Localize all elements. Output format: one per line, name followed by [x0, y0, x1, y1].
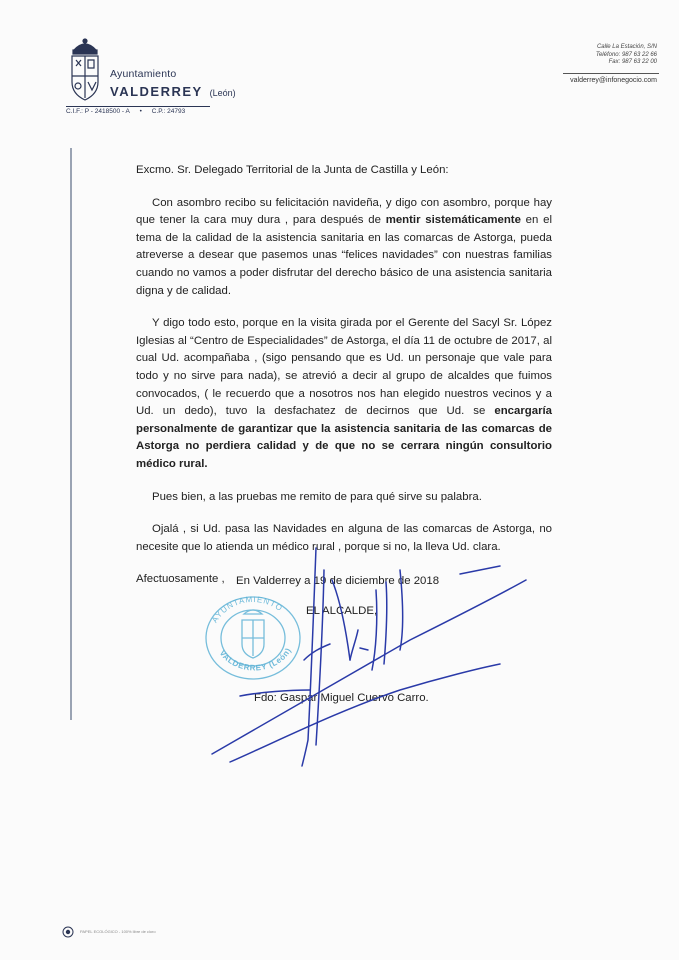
paragraph-2-emphasis: encargaría personalmente de garantizar que la asistencia sanitaria de las comarcas de Astorga no perdiera calidad y de que no se cerrara ningún consultorio médico rural.: [136, 405, 552, 470]
paragraph-3: [136, 489, 552, 507]
seal-bottom-text: VALDERREY (León): [217, 646, 294, 673]
contact-rule: [563, 73, 659, 74]
contact-address: Calle La Estación, S/N: [596, 44, 657, 50]
paragraph-1-end: en el tema de la calidad de la asistencia sanitaria en las comarcas de Astorga, pueda atreverse a desear que pasemos unas “felices navidades” con nuestras familias cuando no vamos a poder disfrutar del derecho básico de una asistencia sanitaria digna y de calidad.: [136, 214, 552, 297]
paragraph-1-emphasis: mentir sistemáticamente: [385, 214, 521, 227]
postal-code: C.P.: 24793: [151, 108, 186, 115]
org-name-text: VALDERREY: [110, 84, 203, 99]
municipal-crest-icon: [66, 36, 104, 108]
cif: C.I.F.: P - 2418500 - A: [66, 108, 130, 115]
contact-phone: Teléfono: 987 63 22 66: [595, 51, 657, 58]
cif-bullet: •: [139, 108, 142, 115]
letterhead-rule: [66, 106, 210, 107]
contact-fax: Fax: 987 63 22 00: [608, 59, 657, 66]
closing: Afectuosamente ,: [136, 573, 225, 586]
handwritten-signature: [200, 540, 540, 780]
org-province: (León): [209, 88, 236, 98]
salutation: Excmo. Sr. Delegado Territorial de la Junta de Castilla y León:: [136, 164, 449, 176]
signatory-role: EL ALCALDE,: [306, 605, 378, 617]
place-date: En Valderrey a 19 de diciembre de 2018: [236, 575, 440, 587]
contact-email: valderrey@infonegocio.com: [570, 77, 657, 84]
paragraph-1: [136, 195, 552, 301]
paragraph-1-start: Con asombro recibo su felicitación navideña, y digo con asombro, porque hay que tener la cara muy dura , para después de: [136, 196, 552, 227]
signatory-name: Fdo: Gaspar Miguel Cuervo Carro.: [254, 692, 429, 704]
footer-note: PAPEL ECOLÓGICO - 100% libre de cloro: [80, 929, 156, 934]
org-name: [110, 84, 236, 99]
paragraph-2-start: Y digo todo esto, porque en la visita girada por el Gerente del Sacyl Sr. López Iglesias al “Centro de Especialidades” de Astorga, el día 11 de octubre de 2017, al cual Ud. acompañaba , (sigo pensando que es Ud. un personaje que vale para todo y no sirve para nada), se atrevió a decir al grupo de alcaldes que fuimos convocados, ( le recuerdo que a nosotros nos han elegido nuestros vecinos y a Ud. un dedo), tuvo la desfachatez de decirnos que Ud. se: [136, 317, 552, 418]
org-small-title: Ayuntamiento: [110, 68, 177, 80]
margin-bar: [70, 148, 72, 720]
cif-row: [66, 108, 216, 115]
paragraph-3-text: Pues bien, a las pruebas me remito de para qué sirve su palabra.: [152, 490, 482, 503]
seal-top-text: AYUNTAMIENTO: [210, 594, 285, 625]
contact-block: [596, 44, 657, 67]
ecological-paper-icon: [62, 926, 74, 938]
letter-body: [136, 162, 552, 604]
paragraph-2: [136, 315, 552, 473]
paragraph-4-text: Ojalá , si Ud. pasa las Navidades en alguna de las comarcas de Astorga, no necesite que lo atienda un médico rural , porque si no, la lleva Ud. clara.: [136, 523, 552, 553]
